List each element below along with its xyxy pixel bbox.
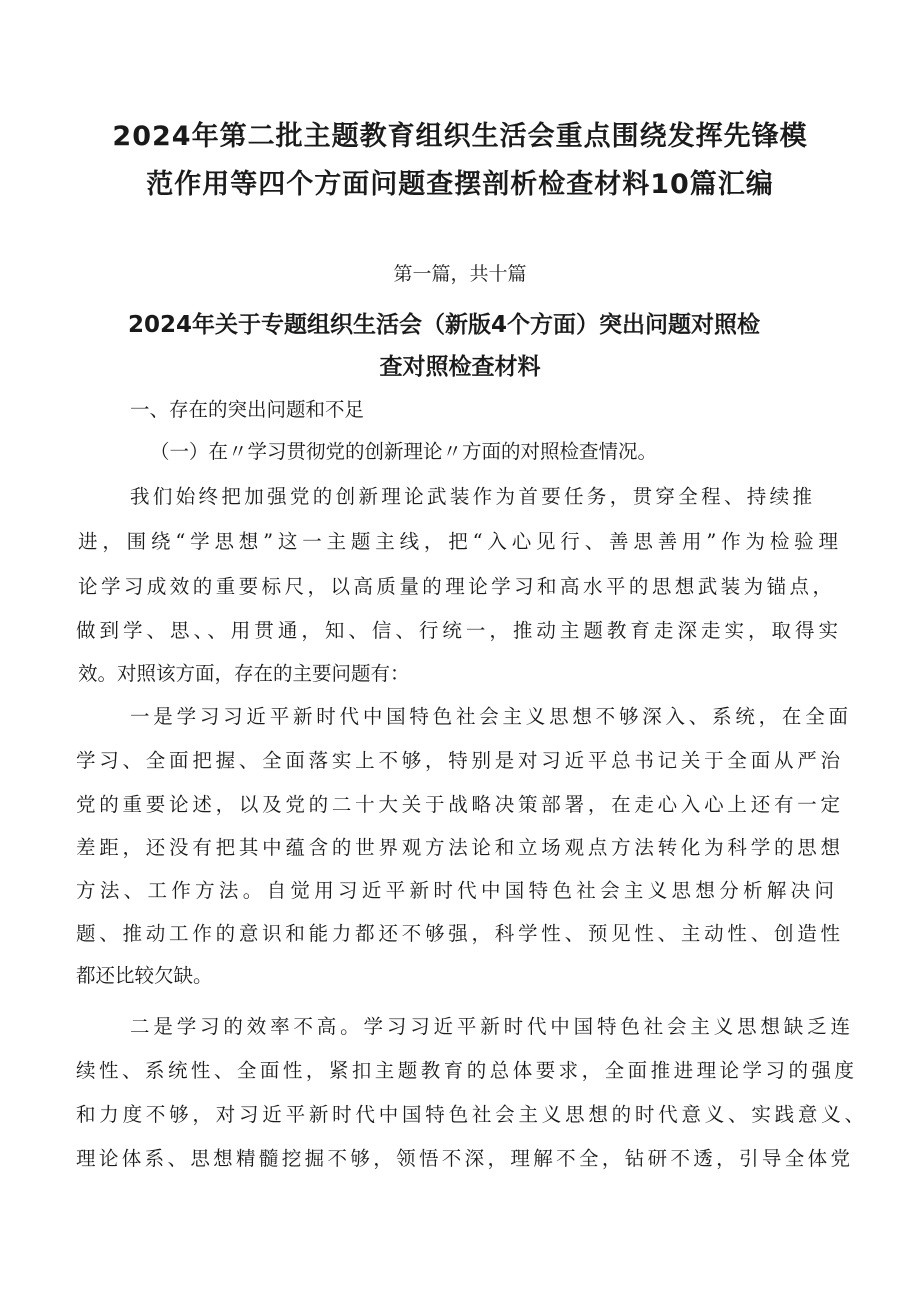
section-title-line-1: 2024年关于专题组织生活会（新版4个方面）突出问题对照检 [128,312,761,338]
paragraph-line: 党的重要论述，以及党的二十大关于战略决策部署，在走心入心上还有一定 [76,793,840,816]
heading-problems: 一、存在的突出问题和不足 [130,398,365,421]
section-title-line-2: 查对照检查材料 [379,354,541,380]
paragraph-line: 理论体系、思想精髓挖掘不够，领悟不深，理解不全，钻研不透，引导全体党 [76,1147,850,1170]
document-title-line-2: 范作用等四个方面问题查摆剖析检查材料10篇汇编 [146,169,774,200]
paragraph-line: 续性、系统性、全面性，紧扣主题教育的总体要求，全面推进理论学习的强度 [76,1059,854,1082]
document-title-line-1: 2024年第二批主题教育组织生活会重点围绕发挥先锋模 [112,121,808,152]
paragraph-line: 题、推动工作的意识和能力都还不够强，科学性、预见性、主动性、创造性 [76,922,840,945]
part-label: 第一篇，共十篇 [393,263,527,285]
paragraph-line: 和力度不够，对习近平新时代中国特色社会主义思想的时代意义、实践意义、 [76,1103,864,1126]
paragraph-line: 我们始终把加强党的创新理论武装作为首要任务，贯穿全程、持续推 [130,485,812,508]
paragraph-line: 差距，还没有把其中蕴含的世界观方法论和立场观点方法转化为科学的思想 [76,836,840,859]
paragraph-line: 一是学习习近平新时代中国特色社会主义思想不够深入、系统，在全面 [130,705,848,728]
paragraph-line: 效。对照该方面，存在的主要问题有： [78,662,410,685]
paragraph-line: 都还比较欠缺。 [76,964,213,987]
paragraph-line: 论学习成效的重要标尺，以高质量的理论学习和高水平的思想武装为锚点， [78,575,832,598]
paragraph-line: 二是学习的效率不高。学习习近平新时代中国特色社会主义思想缺乏连 [130,1015,850,1038]
paragraph-line: 进，围绕“学思想”这一主题主线，把“入心见行、善思善用”作为检验理 [78,530,838,553]
paragraph-line: 做到学、思、、用贯通，知、信、行统一，推动主题教育走深走实，取得实 [76,619,838,642]
paragraph-line: 学习、全面把握、全面落实上不够，特别是对习近平总书记关于全面从严治 [76,749,840,772]
paragraph-line: 方法、工作方法。自觉用习近平新时代中国特色社会主义思想分析解决问 [76,879,834,902]
subheading-theory: （一）在〃学习贯彻党的创新理论〃方面的对照检查情况。 [150,440,658,463]
